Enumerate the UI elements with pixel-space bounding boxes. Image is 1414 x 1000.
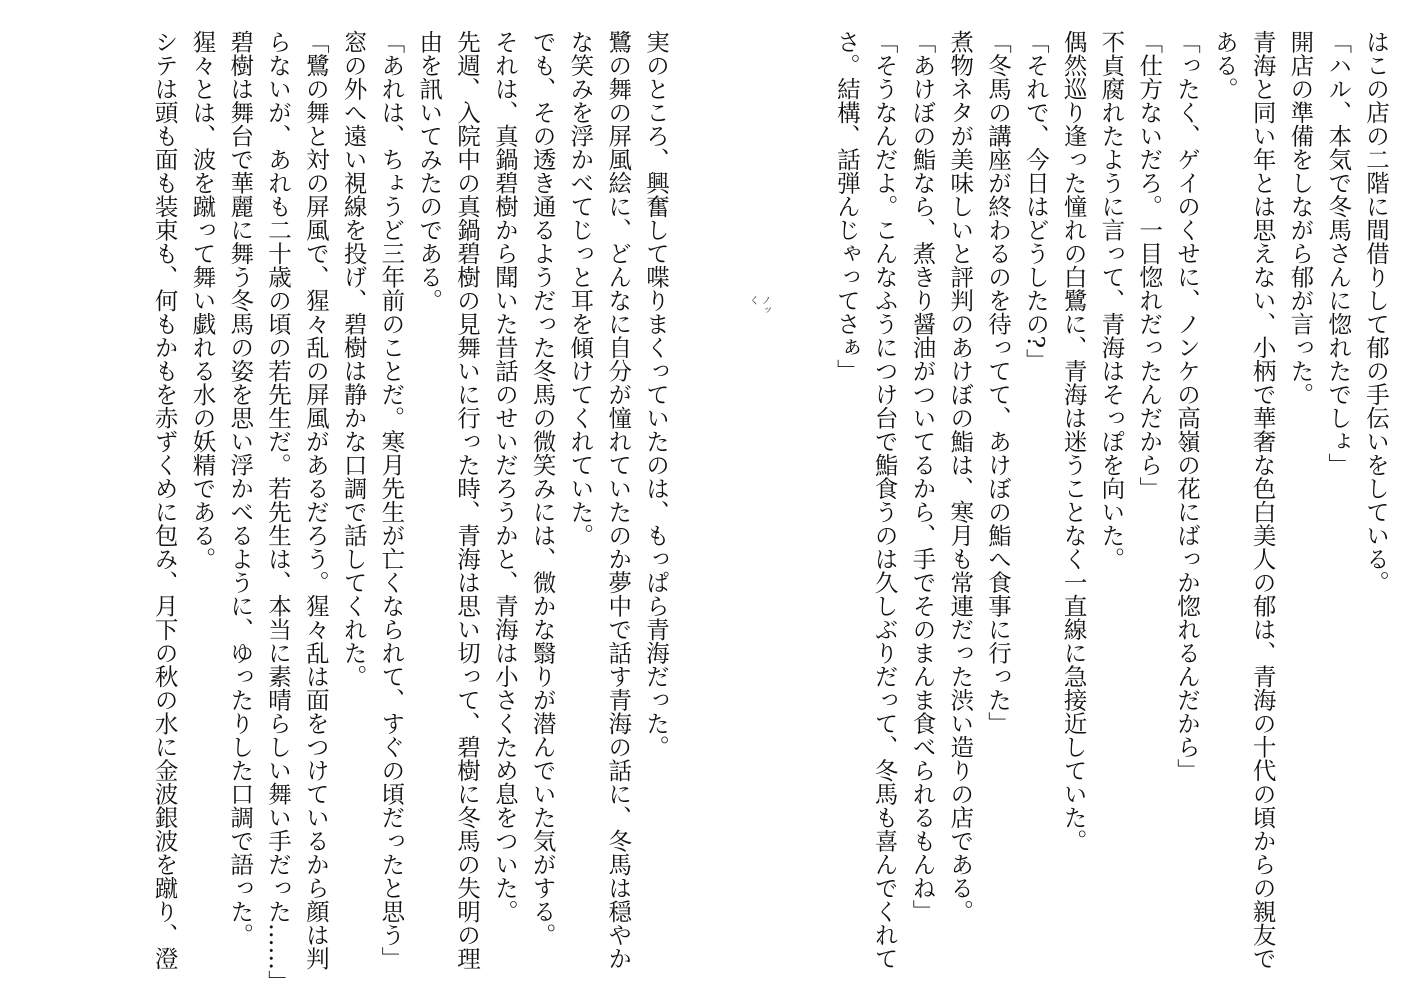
text-line: 煮物ネタが美味しいと評判のあけぼの鮨は、寒月も常連だった渋い造りの店である。 [946, 30, 975, 923]
text-line: 由を訊いてみたのである。 [415, 30, 444, 312]
text-block-right [764, 30, 1394, 980]
text-line: 「ハル、本気で冬馬さんに惚れたでしょ」 [1324, 30, 1353, 477]
text-line: 「鷺の舞と対の屏風で、猩々乱の屏風があるだろう。猩々乱は面をつけているから顔は判 [301, 30, 330, 970]
text-line: 実のところ、興奮して喋りまくっていたのは、もっぱら青海だった。 [642, 30, 670, 759]
text-line: 「仕方ないだろ。一目惚れだったんだから」 [1135, 30, 1164, 500]
text-line: 開店の準備をしながら郁が言った。 [1286, 30, 1315, 406]
text-line: 「ったく、ゲイのくせに、ノンケの高嶺の花にばっか惚れるんだから」 [1173, 30, 1202, 782]
text-line: さ。結構、話弾んじゃってさぁ」 [832, 30, 861, 383]
text-line: 偶然巡り逢った憧れの白鷺に、青海は迷うことなく一直線に急接近していた。 [1059, 30, 1088, 853]
text-block-left [9, 30, 674, 994]
text-line: 不貞腐れたように言って、青海はそっぽを向いた。 [1097, 30, 1126, 571]
section-separator: ノッく [747, 295, 770, 315]
text-line: 「あれは、ちょうど三年前のことだ。寒月先生が亡くなられて、すぐの頃だったと思う」 [377, 30, 406, 970]
text-line: 「そうなんだよ。こんなふうにつけ台で鮨食うのは久しぶりだって、冬馬も喜んでくれて [870, 30, 899, 970]
text-line: はこの店の二階に間借りして郁の手伝いをしている。 [1362, 30, 1390, 594]
text-line: 窓の外へ遠い視線を投げ、碧樹は静かな口調で話してくれた。 [339, 30, 368, 688]
text-line: 青海と同い年とは思えない、小柄で華奢な色白美人の郁は、青海の十代の頃からの親友で [1248, 30, 1277, 970]
text-line: 猩々とは、波を蹴って舞い戯れる水の妖精である。 [188, 30, 217, 571]
text-line: それは、真鍋碧樹から聞いた昔話のせいだろうかと、青海は小さくため息をついた。 [490, 30, 519, 923]
text-line: 鷺の舞の屏風絵に、どんなに自分が憧れていたのか夢中で話す青海の話に、冬馬は穏やか [604, 30, 633, 970]
text-line: らないが、あれも二十歳の頃の若先生だ。若先生は、本当に素晴らしい舞い手だった……」 [264, 30, 293, 994]
text-line: ある。 [1210, 30, 1239, 101]
text-line: 「あけぼの鮨なら、煮きり醤油がついてるから、手でそのまんま食べられるもんね」 [908, 30, 937, 923]
text-line: 「冬馬の講座が終わるのを待ってて、あけぼの鮨へ食事に行った」 [984, 30, 1013, 735]
text-line: シテは頭も面も装束も、何もかもを赤ずくめに包み、月下の秋の水に金波銀波を蹴り、澄 [150, 30, 179, 970]
text-line: 碧樹は舞台で華麗に舞う冬馬の姿を思い浮かべるように、ゆったりした口調で語った。 [226, 30, 255, 947]
text-line: でも、その透き通るようだった冬馬の微笑みには、微かな翳りが潜んでいた気がする。 [528, 30, 557, 947]
text-line: な笑みを浮かべてじっと耳を傾けてくれていた。 [566, 30, 595, 547]
text-line: 「それで、今日はどうしたの?」 [1021, 30, 1050, 372]
text-line: 先週、入院中の真鍋碧樹の見舞いに行った時、青海は思い切って、碧樹に冬馬の失明の理 [453, 30, 482, 970]
